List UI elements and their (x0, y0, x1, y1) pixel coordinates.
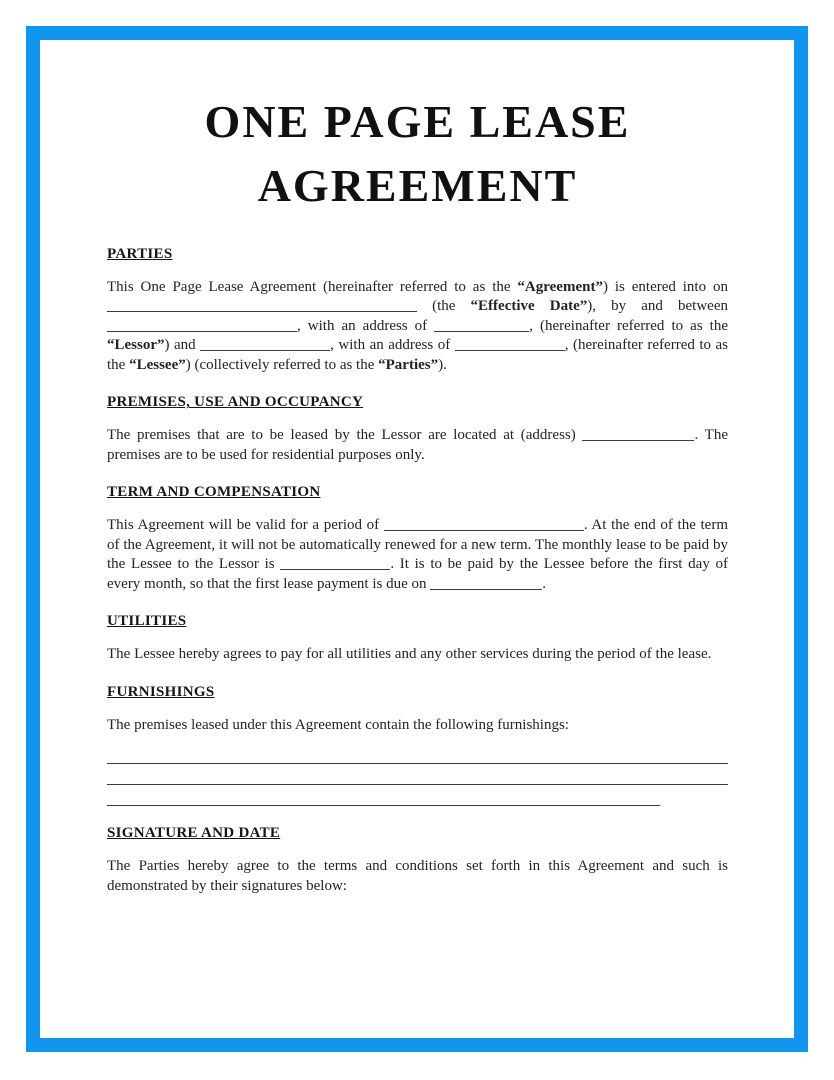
heading-furnishings: FURNISHINGS (107, 683, 215, 700)
blank-row-line (107, 743, 728, 764)
section-signature (107, 824, 728, 896)
blank-fill-line (455, 337, 565, 351)
heading-signature: SIGNATURE AND DATE (107, 825, 281, 842)
paragraph-premises (107, 426, 728, 465)
blank-fill-line (280, 556, 390, 570)
blank-row-line (107, 764, 728, 785)
document-title-line2: AGREEMENT (257, 160, 578, 212)
document-title-line1: ONE PAGE LEASE (204, 96, 631, 147)
body-text: , with an address of (330, 337, 455, 354)
section-parties (107, 245, 728, 376)
blank-row-line (107, 785, 660, 806)
body-text: ) is entered into on (602, 278, 728, 295)
heading-premises: PREMISES, USE AND OCCUPANCY (107, 394, 364, 411)
body-text: , with an address of (297, 317, 435, 334)
section-premises (107, 393, 728, 465)
paragraph-term (107, 516, 728, 594)
body-text: The Parties hereby agree to the terms and conditions set forth in this Agreement and such is demonstrated by their signatures below: (107, 858, 728, 894)
section-term (107, 483, 728, 594)
blank-fill-line (200, 337, 330, 351)
body-text: , (hereinafter referred to as the (107, 337, 729, 373)
body-text: ) and (164, 337, 201, 354)
bold-term: “Lessor” (107, 337, 165, 354)
body-text: . (542, 575, 547, 592)
blank-fill-line (430, 576, 542, 590)
body-text: ), by and between (587, 298, 728, 315)
blank-fill-line (384, 517, 584, 531)
bold-term: “Effective Date” (470, 298, 588, 315)
heading-utilities: UTILITIES (107, 613, 187, 630)
body-text: . The premises are to be used for residential purposes only. (107, 427, 728, 463)
section-furnishings (107, 683, 728, 807)
blank-fill-line (107, 298, 417, 312)
body-text: This One Page Lease Agreement (hereinafter referred to as the (107, 278, 518, 295)
body-text: The premises leased under this Agreement contain the following furnishings: (107, 716, 569, 733)
body-text: (the (417, 298, 471, 315)
body-text: . It is to be paid by the Lessee before the first day of every month, so that the first lease payment is due on (107, 556, 729, 592)
body-text: The premises that are to be leased by the Lessor are located at (address) (107, 427, 583, 444)
heading-term: TERM AND COMPENSATION (107, 484, 321, 501)
body-text: ) (collectively referred to as the (185, 356, 379, 373)
blank-fill-line (434, 318, 529, 332)
paragraph-parties (107, 278, 728, 376)
paragraph-furnishings (107, 716, 728, 736)
document-content (107, 40, 728, 896)
bold-term: “Parties” (378, 356, 439, 373)
paragraph-utilities (107, 645, 728, 665)
blank-fill-line (107, 318, 297, 332)
body-text: The Lessee hereby agrees to pay for all utilities and any other services during the period of the lease. (107, 646, 712, 663)
furnishings-blank-lines (107, 743, 728, 806)
body-text: , (hereinafter referred to as the (529, 317, 729, 334)
document-title (107, 90, 728, 219)
bold-term: “Lessee” (129, 356, 186, 373)
body-text: . At the end of the term of the Agreement, it will not be automatically renewed for a new term. The monthly lease to be paid by the Lessee to the Lessor is (107, 517, 728, 573)
paragraph-signature (107, 857, 728, 896)
blank-fill-line (582, 427, 694, 441)
heading-parties: PARTIES (107, 245, 173, 262)
section-utilities (107, 612, 728, 665)
body-text: This Agreement will be valid for a period of (107, 517, 384, 534)
body-text: ). (438, 356, 447, 373)
bold-term: “Agreement” (517, 278, 603, 295)
